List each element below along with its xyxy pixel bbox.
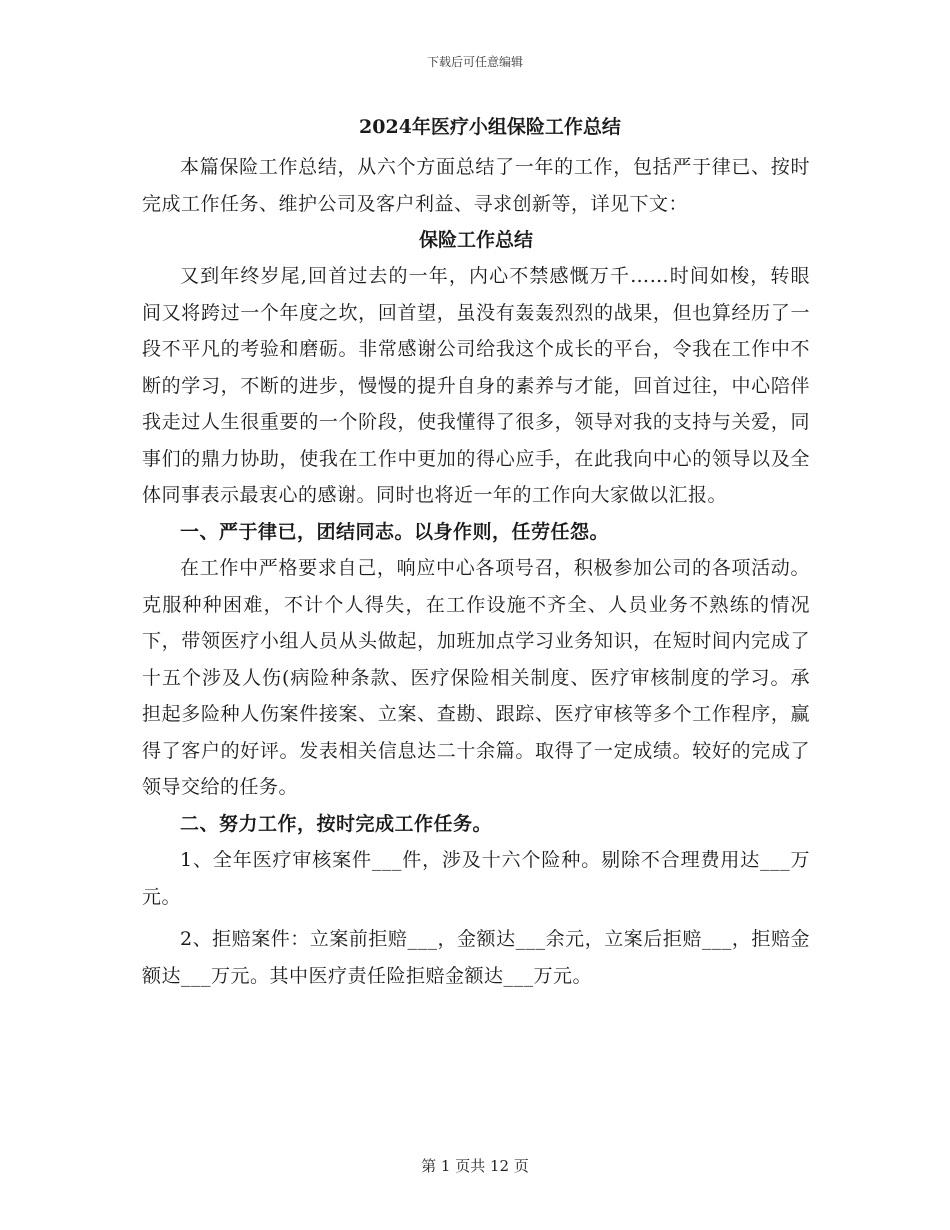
section1-body: 在工作中严格要求自己，响应中心各项号召，积极参加公司的各项活动。克服种种困难，不计个人得失，在工作设施不齐全、人员业务不熟练的情况下，带领医疗小组人员从头做起，加班加点学习业务知识，在短时间内完成了十五个涉及人伤(病险种条款、医疗保险相关制度、医疗审核制度的学习。承担起多险种人伤案件接案、立案、查勘、跟踪、医疗审核等多个工作程序，赢得了客户的好评。发表相关信息达二十余篇。取得了一定成绩。较好的完成了领导交给的任务。 [142,557,810,798]
page-footer [0,1155,950,1176]
section1-heading: 一、严于律已，团结同志。以身作则，任劳任怨。 [180,520,610,543]
document-content [142,112,810,994]
document-title: 2024年医疗小组保险工作总结 [359,116,621,138]
item-2: 2、拒赔案件：立案前拒赔___，金额达___余元，立案后拒赔___，拒赔金额达___万元。其中医疗责任险拒赔金额达___万元。 [142,928,810,987]
page-number: 第 1 页共 12 页 [421,1157,529,1175]
header-note: 下载后可任意编辑 [426,55,523,69]
paragraph-1: 又到年终岁尾,回首过去的一年，内心不禁感慨万千……时间如梭，转眼间又将跨过一个年度之坎，回首望，虽没有轰轰烈烈的战果，但也算经历了一段不平凡的考验和磨砺。非常感谢公司给我这个成长的平台，令我在工作中不断的学习，不断的进步，慢慢的提升自身的素养与才能，回首过往，中心陪伴我走过人生很重要的一个阶段，使我懂得了很多，领导对我的支持与关爱，同事们的鼎力协助，使我在工作中更加的得心应手，在此我向中心的领导以及全体同事表示最衷心的感谢。同时也将近一年的工作向大家做以汇报。 [142,265,810,506]
item-1: 1、全年医疗审核案件___件，涉及十六个险种。剔除不合理费用达___万元。 [142,849,810,908]
intro-paragraph: 本篇保险工作总结，从六个方面总结了一年的工作，包括严于律已、按时完成工作任务、维护公司及客户利益、寻求创新等，详见下文： [142,156,810,215]
section-subtitle: 保险工作总结 [418,229,533,251]
section2-heading: 二、努力工作，按时完成工作任务。 [180,812,493,835]
